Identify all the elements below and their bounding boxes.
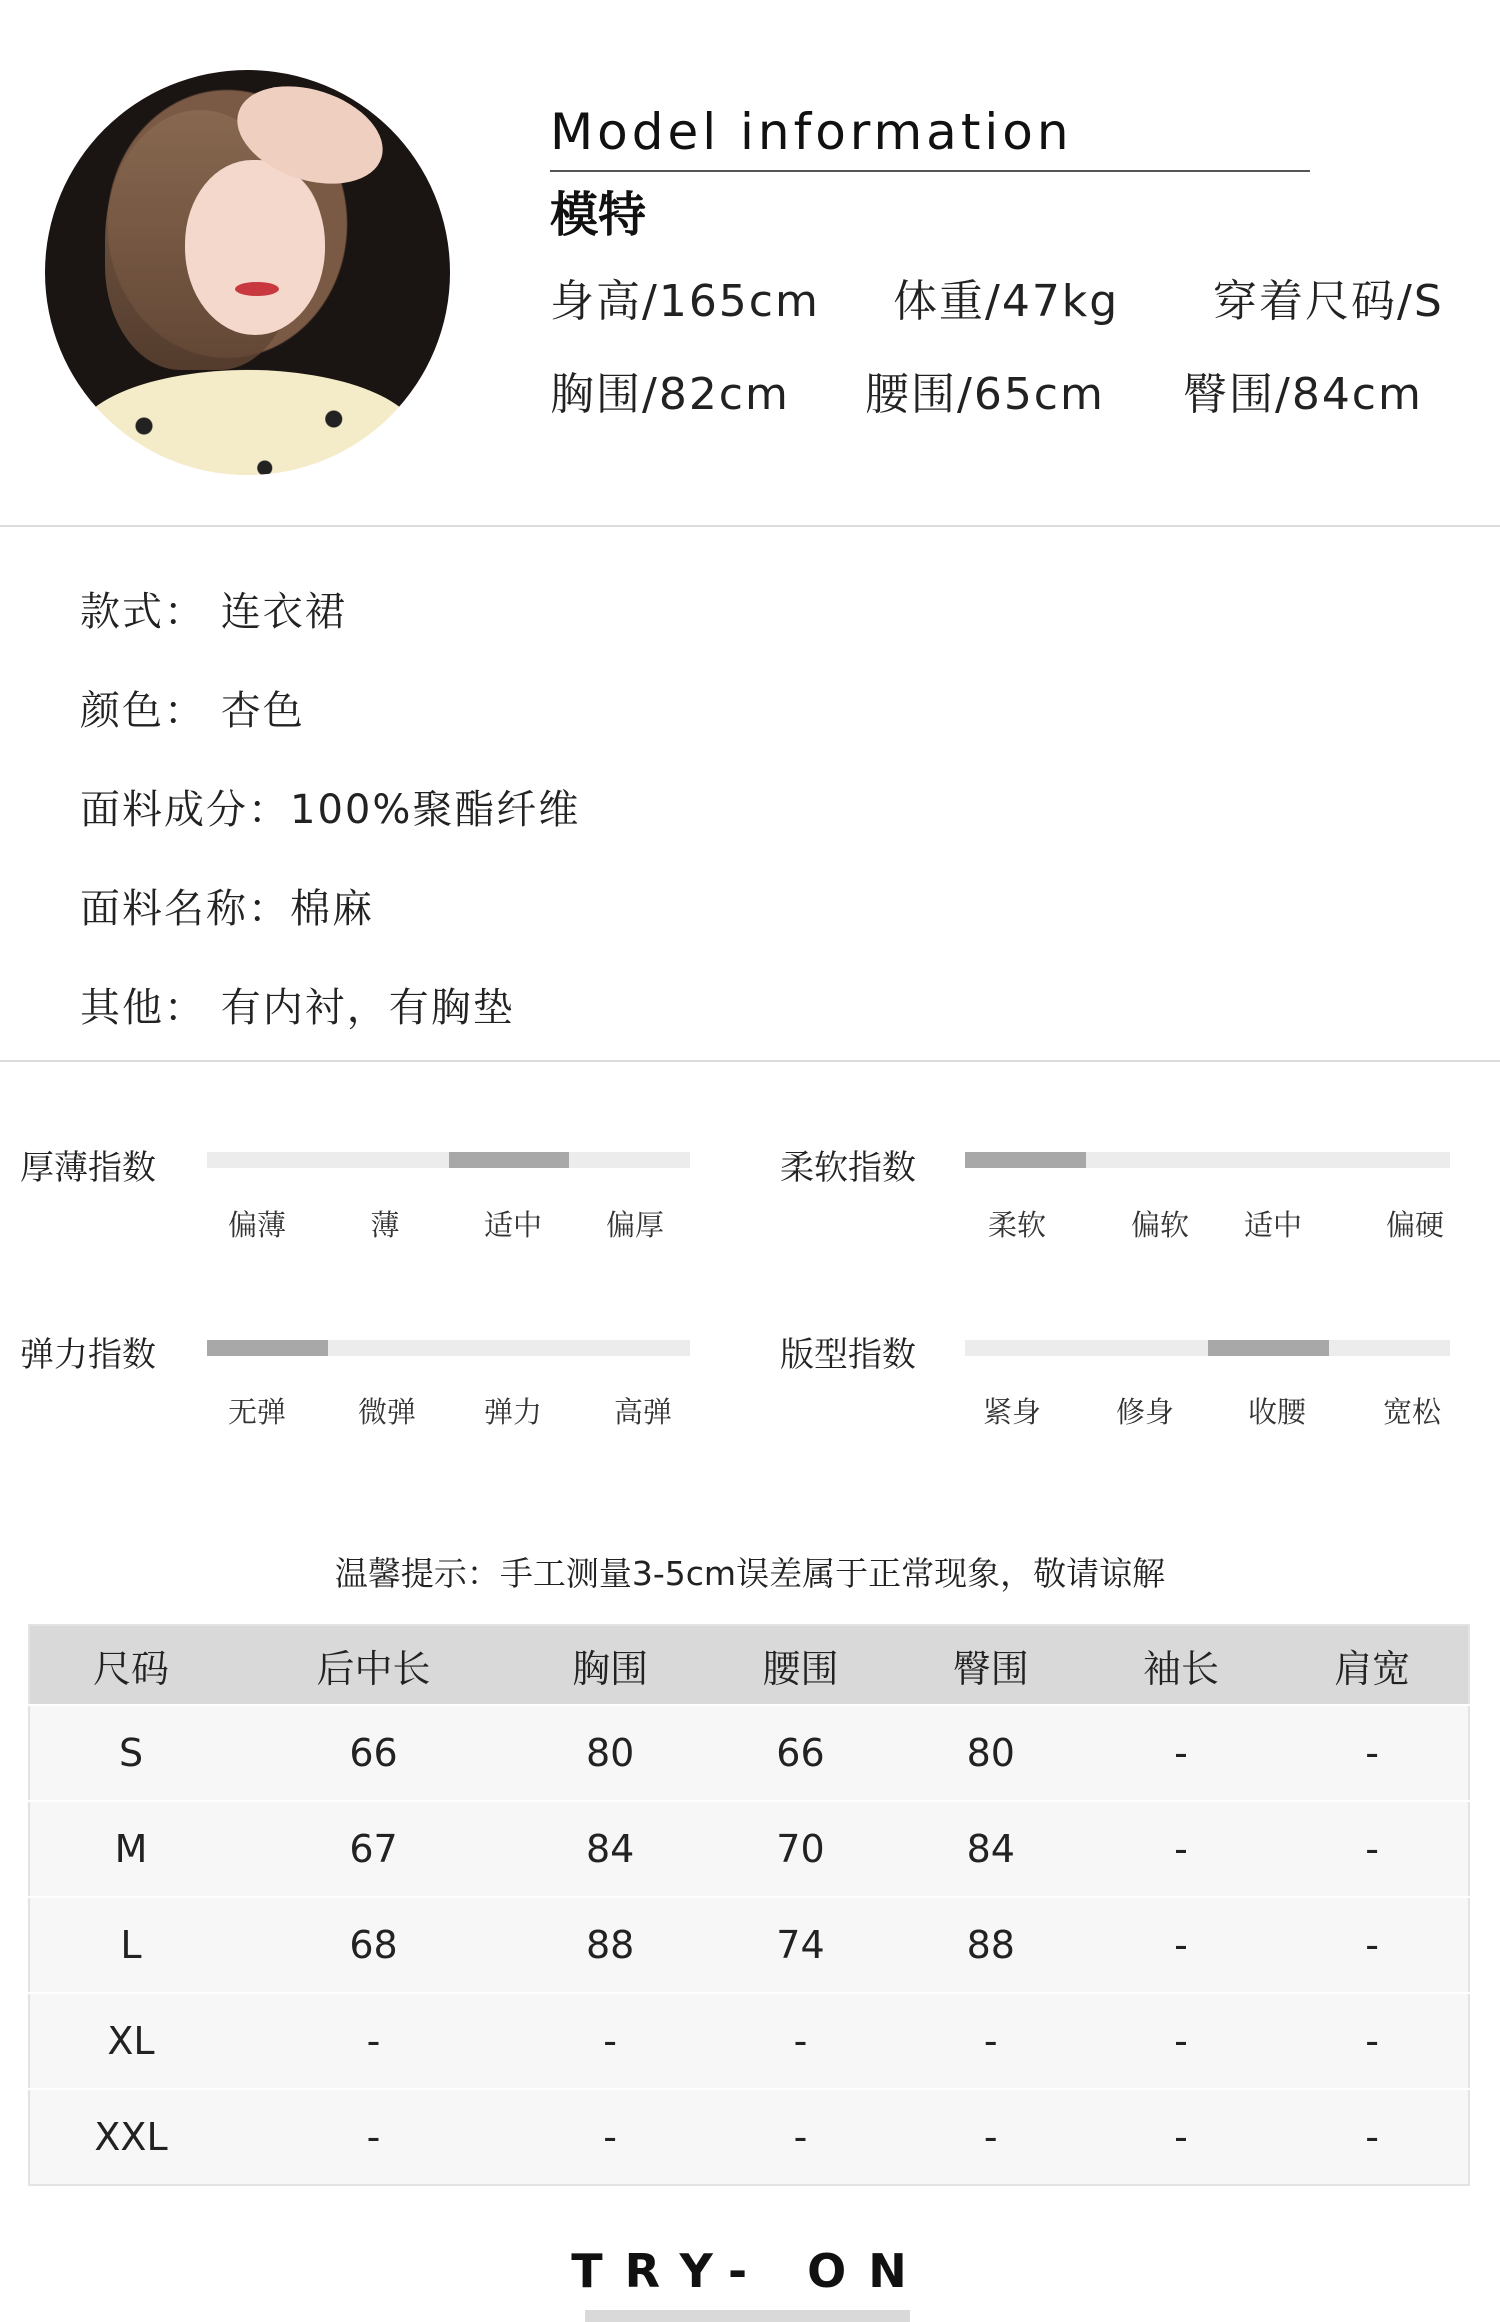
elasticity-index-selected <box>207 1340 328 1356</box>
table-cell: 80 <box>896 1705 1086 1801</box>
table-cell: - <box>232 2089 515 2185</box>
table-cell: 70 <box>705 1801 895 1897</box>
table-cell: - <box>1276 1705 1469 1801</box>
thickness-index-track <box>207 1152 690 1168</box>
table-row <box>29 1705 1469 1801</box>
model-bust: 胸围/82cm <box>550 369 790 420</box>
softness-option: 偏硬 <box>1385 1208 1445 1242</box>
header-size: 尺码 <box>29 1625 232 1705</box>
fit-option: 紧身 <box>982 1395 1042 1429</box>
section-divider <box>0 525 1500 527</box>
table-cell: - <box>896 1993 1086 2089</box>
table-cell: 88 <box>896 1897 1086 1993</box>
header-back-length: 后中长 <box>232 1625 515 1705</box>
fit-index-track <box>965 1340 1450 1356</box>
table-cell: 66 <box>705 1705 895 1801</box>
elasticity-index-track <box>207 1340 690 1356</box>
spec-style: 款式： 连衣裙 <box>80 589 347 635</box>
elasticity-option: 无弹 <box>227 1395 287 1429</box>
measurement-notice: 温馨提示：手工测量3-5cm误差属于正常现象，敬请谅解 <box>334 1554 1166 1593</box>
size-table-header-row <box>29 1625 1469 1705</box>
elasticity-option: 弹力 <box>483 1395 543 1429</box>
model-photo-lips <box>235 282 279 296</box>
fit-option: 修身 <box>1115 1395 1175 1429</box>
table-cell: S <box>29 1705 232 1801</box>
table-cell: 84 <box>896 1801 1086 1897</box>
table-cell: - <box>1276 1801 1469 1897</box>
table-cell: 66 <box>232 1705 515 1801</box>
table-cell: M <box>29 1801 232 1897</box>
table-cell: 88 <box>515 1897 705 1993</box>
table-cell: - <box>705 1993 895 2089</box>
thickness-option: 偏厚 <box>605 1208 665 1242</box>
model-photo-dress <box>75 370 420 475</box>
table-row <box>29 1993 1469 2089</box>
table-cell: - <box>1086 1897 1276 1993</box>
spec-fabric-composition: 面料成分：100%聚酯纤维 <box>80 787 581 833</box>
softness-option: 柔软 <box>987 1208 1047 1242</box>
table-cell: 84 <box>515 1801 705 1897</box>
fit-option: 收腰 <box>1247 1395 1307 1429</box>
model-height: 身高/165cm <box>550 276 820 327</box>
fit-index-selected <box>1208 1340 1329 1356</box>
table-cell: XL <box>29 1993 232 2089</box>
table-cell: - <box>232 1993 515 2089</box>
softness-index-selected <box>965 1152 1086 1168</box>
table-cell: - <box>896 2089 1086 2185</box>
thickness-option: 适中 <box>483 1208 543 1242</box>
header-hip: 臀围 <box>896 1625 1086 1705</box>
model-hip: 臀围/84cm <box>1183 369 1423 420</box>
table-cell: L <box>29 1897 232 1993</box>
model-photo <box>45 70 450 475</box>
model-title-underline <box>550 170 1310 172</box>
model-waist: 腰围/65cm <box>865 369 1105 420</box>
fit-option: 宽松 <box>1382 1395 1442 1429</box>
table-cell: - <box>515 2089 705 2185</box>
section-divider <box>0 1060 1500 1062</box>
table-cell: - <box>1086 1993 1276 2089</box>
spec-other: 其他： 有内衬，有胸垫 <box>80 985 515 1031</box>
table-cell: - <box>515 1993 705 2089</box>
size-table <box>28 1624 1470 2186</box>
table-cell: - <box>1086 1705 1276 1801</box>
model-title-zh: 模特 <box>550 187 647 243</box>
thickness-option: 偏薄 <box>227 1208 287 1242</box>
softness-option: 偏软 <box>1130 1208 1190 1242</box>
table-cell: - <box>1086 1801 1276 1897</box>
table-cell: XXL <box>29 2089 232 2185</box>
table-cell: - <box>1276 2089 1469 2185</box>
elasticity-index-label: 弹力指数 <box>20 1335 156 1375</box>
softness-index-label: 柔软指数 <box>780 1148 916 1188</box>
try-on-underline <box>585 2310 910 2322</box>
model-weight: 体重/47kg <box>893 276 1120 327</box>
header-bust: 胸围 <box>515 1625 705 1705</box>
elasticity-option: 高弹 <box>613 1395 673 1429</box>
spec-fabric-name: 面料名称：棉麻 <box>80 886 374 932</box>
elasticity-option: 微弹 <box>357 1395 417 1429</box>
table-cell: - <box>1086 2089 1276 2185</box>
softness-index-track <box>965 1152 1450 1168</box>
softness-option: 适中 <box>1243 1208 1303 1242</box>
header-sleeve: 袖长 <box>1086 1625 1276 1705</box>
thickness-option: 薄 <box>370 1208 400 1242</box>
table-row <box>29 1801 1469 1897</box>
thickness-index-label: 厚薄指数 <box>20 1148 156 1188</box>
thickness-index-selected <box>449 1152 570 1168</box>
model-size: 穿着尺码/S <box>1213 276 1444 327</box>
table-cell: - <box>1276 1993 1469 2089</box>
header-shoulder: 肩宽 <box>1276 1625 1469 1705</box>
table-cell: 68 <box>232 1897 515 1993</box>
try-on-title: TRY- ON <box>571 2244 929 2298</box>
table-cell: 67 <box>232 1801 515 1897</box>
table-row <box>29 1897 1469 1993</box>
table-cell: - <box>1276 1897 1469 1993</box>
table-row <box>29 2089 1469 2185</box>
model-title-en: Model information <box>550 103 1073 161</box>
table-cell: 80 <box>515 1705 705 1801</box>
fit-index-label: 版型指数 <box>780 1335 916 1375</box>
spec-color: 颜色： 杏色 <box>80 688 305 734</box>
header-waist: 腰围 <box>705 1625 895 1705</box>
table-cell: - <box>705 2089 895 2185</box>
table-cell: 74 <box>705 1897 895 1993</box>
model-photo-face <box>185 160 325 335</box>
